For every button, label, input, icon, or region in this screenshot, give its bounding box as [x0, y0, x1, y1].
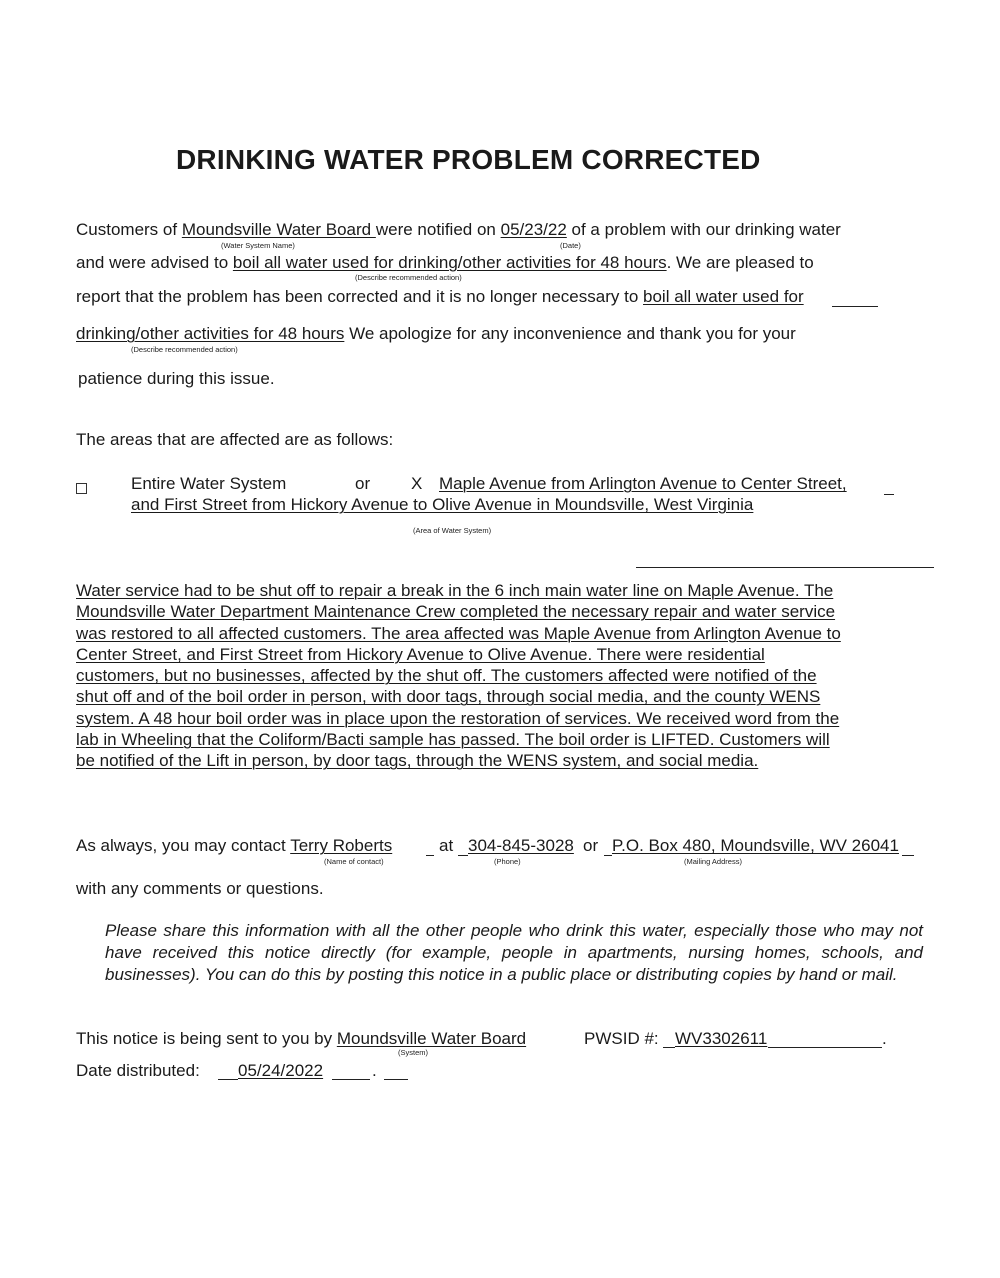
- page-title: DRINKING WATER PROBLEM CORRECTED: [176, 144, 761, 175]
- underline-extension: [604, 855, 612, 856]
- underline-extension: [332, 1079, 370, 1080]
- underline-extension: [218, 1079, 238, 1080]
- intro-text: of a problem with our drinking water: [571, 220, 841, 239]
- sent-by-line: [76, 1029, 526, 1049]
- checkbox-entire-system[interactable]: [76, 481, 87, 499]
- underline-extension: [832, 306, 878, 307]
- explanation-line: customers, but no businesses, affected by the shut off. The customers affected were notified of the: [76, 666, 817, 686]
- intro-text: We apologize for any inconvenience and thank you for your: [344, 324, 796, 343]
- explanation-line: Water service had to be shut off to repair a break in the 6 inch main water line on Maple Avenue. The: [76, 581, 834, 600]
- label-date: (Date): [560, 241, 581, 250]
- intro-text: report that the problem has been corrected and it is no longer necessary to: [76, 287, 639, 306]
- label-area-of-water-system: (Area of Water System): [413, 526, 492, 535]
- label-contact-name: (Name of contact): [324, 857, 384, 866]
- pwsid-label: PWSID #:: [584, 1029, 659, 1048]
- intro-line-2: [76, 253, 814, 273]
- explanation-line: shut off and of the boil order in person, with door tags, through social media, and the county WENS: [76, 687, 821, 707]
- recommended-action-1: boil all water used for drinking/other activities for 48 hours: [232, 253, 667, 272]
- underline-extension: [458, 855, 468, 856]
- contact-line: [76, 836, 392, 856]
- intro-line-1: [76, 220, 841, 240]
- explanation-line: was restored to all affected customers. The area affected was Maple Avenue from Arlington Avenue to: [76, 623, 841, 643]
- contact-name: Terry Roberts: [290, 836, 393, 855]
- contact-address: P.O. Box 480, Moundsville, WV 26041: [612, 836, 899, 855]
- sent-by-text: This notice is being sent to you by: [76, 1029, 333, 1048]
- share-notice: Please share this information with all the other people who drink this water, especially those who may not have received this notice directly (for example, people in apartments, nursing homes, schools, and businesses). You can do this by posting this notice in a public place or distributing copies by hand or mail.: [105, 921, 923, 984]
- underline-extension: [384, 1079, 408, 1080]
- label-recommended-action-1: (Describe recommended action): [355, 273, 462, 282]
- intro-text: were notified on: [375, 220, 496, 239]
- areas-heading: The areas that are affected are as follows:: [76, 430, 394, 449]
- pwsid-period: .: [882, 1029, 887, 1048]
- option-or: or: [355, 474, 371, 493]
- label-recommended-action-2: (Describe recommended action): [131, 345, 238, 354]
- label-water-system-name: (Water System Name): [221, 241, 295, 250]
- contact-text: As always, you may contact: [76, 836, 286, 855]
- explanation-line: lab in Wheeling that the Coliform/Bacti sample has passed. The boil order is LIFTED. Customers will: [76, 730, 830, 750]
- option-entire-system: Entire Water System: [131, 474, 287, 493]
- explanation-paragraph: [76, 580, 841, 772]
- underline-extension: [902, 855, 914, 856]
- label-mailing-address: (Mailing Address): [684, 857, 742, 866]
- explanation-line: Center Street, and First Street from Hickory Avenue to Olive Avenue. There were residential: [76, 644, 765, 664]
- date-distributed-value: 05/24/2022: [238, 1061, 324, 1080]
- intro-line-4: [76, 324, 796, 344]
- label-phone: (Phone): [494, 857, 521, 866]
- date-distributed-label: Date distributed:: [76, 1061, 200, 1080]
- intro-line-3: [76, 287, 804, 307]
- label-system: (System): [398, 1048, 428, 1057]
- date-period: .: [372, 1061, 377, 1080]
- explanation-line: Moundsville Water Department Maintenance Crew completed the necessary repair and water service: [76, 602, 836, 622]
- underline-extension: [663, 1047, 675, 1048]
- contact-line-2: with any comments or questions.: [76, 879, 324, 898]
- area-description-line-1: Maple Avenue from Arlington Avenue to Center Street,: [439, 474, 847, 493]
- check-mark: X: [411, 474, 423, 493]
- intro-text: and were advised to: [76, 253, 229, 272]
- recommended-action-2b: drinking/other activities for 48 hours: [76, 324, 345, 343]
- explanation-line: be notified of the Lift in person, by door tags, through the WENS system, and social media.: [76, 751, 759, 771]
- intro-line-5: patience during this issue.: [78, 369, 275, 388]
- notice-date: 05/23/22: [500, 220, 567, 239]
- area-description-line-2: and First Street from Hickory Avenue to Olive Avenue in Moundsville, West Virginia: [131, 495, 754, 514]
- contact-or: or: [583, 836, 599, 855]
- pwsid-value: WV3302611: [675, 1029, 768, 1048]
- contact-phone: 304-845-3028: [468, 836, 574, 855]
- underline-extension: [884, 494, 894, 495]
- underline-extension: [426, 855, 434, 856]
- intro-text: Customers of: [76, 220, 178, 239]
- contact-at: at: [439, 836, 454, 855]
- intro-text: . We are pleased to: [666, 253, 814, 272]
- checkbox-icon: [76, 483, 87, 494]
- underline-extension: [768, 1047, 882, 1048]
- blank-signature-line: [636, 567, 934, 568]
- water-system-name: Moundsville Water Board: [181, 220, 376, 239]
- explanation-line: system. A 48 hour boil order was in place upon the restoration of services. We received word from the: [76, 708, 840, 728]
- recommended-action-2a: boil all water used for: [643, 287, 804, 306]
- system-name: Moundsville Water Board: [336, 1029, 527, 1048]
